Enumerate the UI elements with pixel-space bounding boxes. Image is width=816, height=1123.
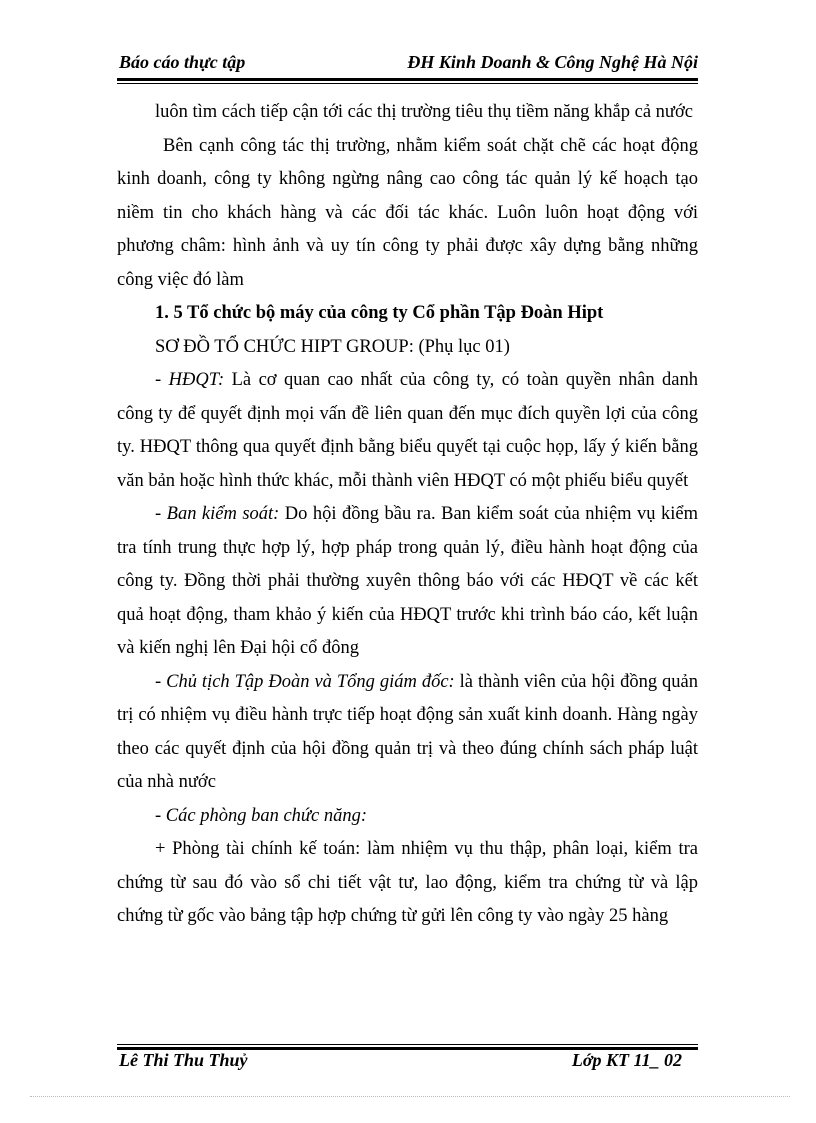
page-footer	[117, 1050, 698, 1074]
header-report-title: Báo cáo thực tập	[119, 52, 246, 72]
page-bottom-dotted-border	[30, 1096, 790, 1097]
header-university: ĐH Kinh Doanh & Công Nghệ Hà Nội	[407, 52, 698, 72]
paragraph-market: luôn tìm cách tiếp cận tới các thị trường tiêu thụ tiềm năng khắp cả nước	[155, 102, 693, 122]
paragraph-tai-chinh-ke-toan: + Phòng tài chính kế toán: làm nhiệm vụ thu thập, phân loại, kiểm tra chứng từ sau đó vào sổ chi tiết vật tư, lao động, kiểm tra chứng từ và lập chứng từ gốc vào bảng tập hợp chứng từ gửi lên công ty vào ngày 25 hàng	[117, 839, 698, 926]
ct-label: Chủ tịch Tập Đoàn và Tổng giám đốc:	[166, 671, 455, 692]
pb-label: Các phòng ban chức năng:	[165, 805, 368, 826]
dash-marker: -	[155, 671, 167, 692]
bks-text: Do hội đồng bầu ra. Ban kiểm soát của nhiệm vụ kiểm tra tính trung thực hợp lý, hợp pháp trong quản lý, điều hành hoạt động của công ty. Đồng thời phải thường xuyên thông báo với các HĐQT về các kết quả hoạt động, tham khảo ý kiến của HĐQT trước khi trình báo cáo, kết luận và kiến nghị lên Đại hội cổ đông	[117, 504, 698, 658]
dash-marker: -	[155, 805, 166, 826]
dash-marker: -	[155, 370, 169, 390]
ct-text: là thành viên của hội đồng quản trị có nhiệm vụ điều hành trực tiếp hoạt động sản xuất kinh doanh. Hàng ngày theo các quyết định của hội đồng quản trị và theo đúng chính sách pháp luật của nhà nước	[117, 671, 698, 792]
header-rule-thin	[117, 83, 698, 84]
page-header	[117, 52, 698, 76]
paragraph-hdqt	[117, 364, 698, 498]
bks-label: Ban kiểm soát:	[166, 504, 280, 524]
paragraph-chu-tich	[117, 666, 698, 800]
paragraph-phong-ban	[117, 800, 698, 834]
header-rule-thick	[117, 78, 698, 81]
hdqt-label: HĐQT:	[168, 370, 225, 390]
page-body	[117, 96, 698, 934]
diagram-reference: SƠ ĐỒ TỔ CHỨC HIPT GROUP: (Phụ lục 01)	[155, 336, 510, 357]
paragraph-ban-kiem-soat	[117, 498, 698, 666]
footer-class: Lớp KT 11_ 02	[571, 1050, 682, 1070]
footer-rule-thin	[117, 1044, 698, 1045]
footer-author: Lê Thi Thu Thuỷ	[119, 1050, 248, 1070]
section-heading: 1. 5 Tổ chức bộ máy của công ty Cổ phần Tập Đoàn Hipt	[155, 303, 604, 323]
hdqt-text: Là cơ quan cao nhất của công ty, có toàn quyền nhân danh công ty để quyết định mọi vấn đề liên quan đến mục đích quyền lợi của công ty. HĐQT thông qua quyết định bằng biểu quyết tại cuộc họp, lấy ý kiến bằng văn bản hoặc hình thức khác, mỗi thành viên HĐQT có một phiếu biểu quyết	[117, 370, 698, 491]
paragraph-management: Bên cạnh công tác thị trường, nhằm kiểm soát chặt chẽ các hoạt động kinh doanh, công ty không ngừng nâng cao công tác quản lý kế hoạch tạo niềm tin cho khách hàng và các đối tác khác. Luôn luôn hoạt động với phương châm: hình ảnh và uy tín công ty phải được xây dựng bằng những công việc đó làm	[117, 135, 698, 290]
dash-marker: -	[155, 504, 167, 524]
